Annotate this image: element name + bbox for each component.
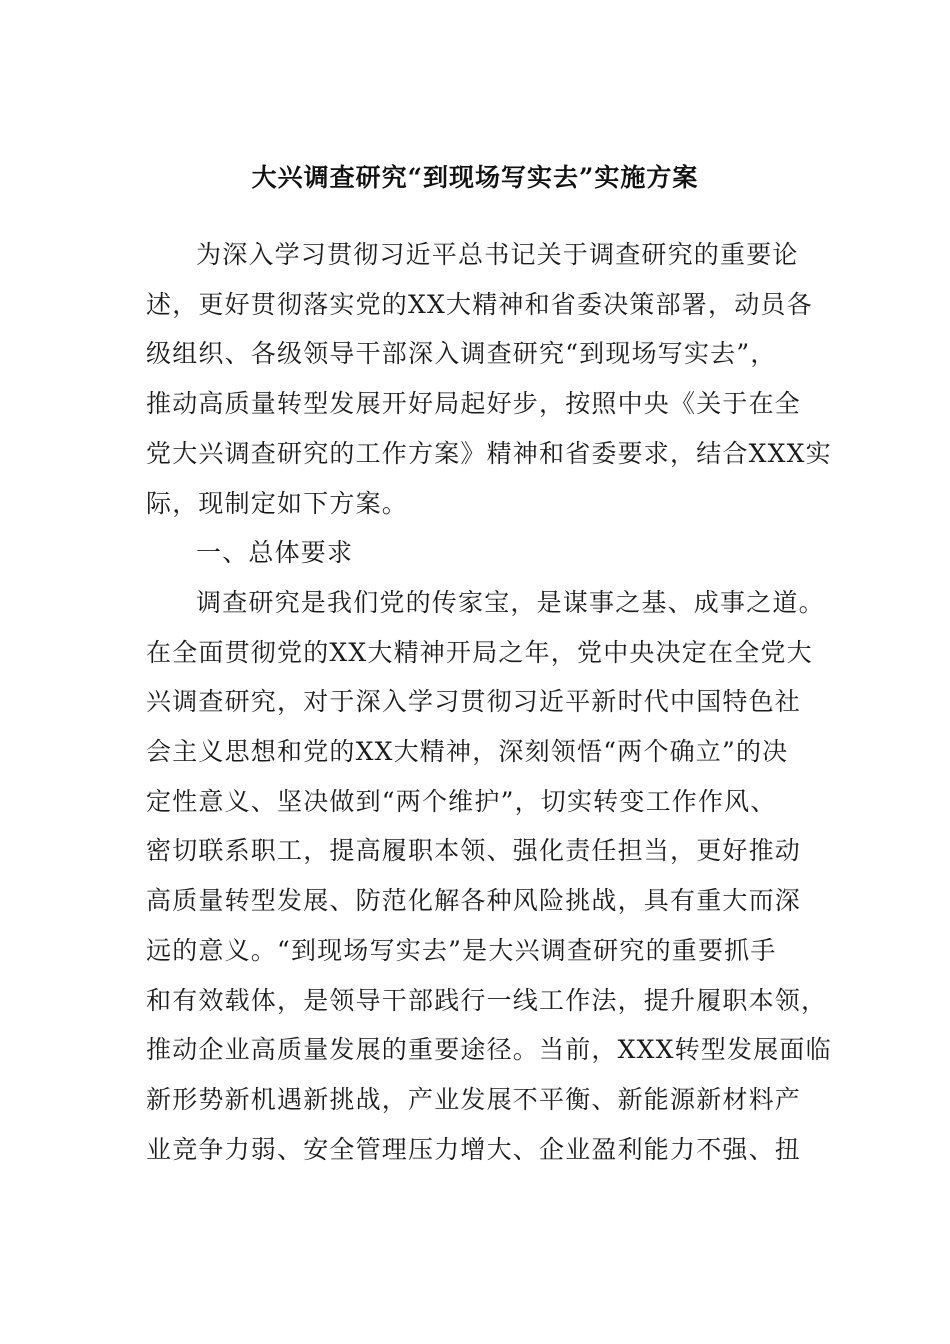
paragraph-line: 定性意义、坚决做到“两个维护”，切实转变工作作风、 xyxy=(146,786,777,816)
paragraph-line: 密切联系职工，提高履职本领、强化责任担当，更好推动 xyxy=(146,836,802,866)
paragraph-line: 在全面贯彻党的XX大精神开局之年，党中央决定在全党大 xyxy=(146,637,813,667)
intro-paragraph xyxy=(146,230,832,528)
paragraph-line: 调查研究是我们党的传家宝，是谋事之基、成事之道。 xyxy=(196,587,825,617)
paragraph-line: 高质量转型发展、防范化解各种风险挑战，具有重大而深 xyxy=(146,886,802,916)
paragraph-line: 级组织、各级领导干部深入调查研究“到现场写实去”， xyxy=(146,339,777,369)
document-title: 大兴调查研究“到现场写实去”实施方案 xyxy=(251,163,699,192)
paragraph-line: 新形势新机遇新挑战，产业发展不平衡、新能源新材料产 xyxy=(146,1084,802,1114)
paragraph-line: 远的意义。“到现场写实去”是大兴调查研究的重要抓手 xyxy=(146,935,777,965)
paragraph-line: 际，现制定如下方案。 xyxy=(146,488,409,518)
paragraph-line: 会主义思想和党的XX大精神，深刻领悟“两个确立”的决 xyxy=(146,737,789,767)
paragraph-line: 推动企业高质量发展的重要途径。当前，XXX转型发展面临 xyxy=(146,1035,832,1065)
paragraph-line: 推动高质量转型发展开好局起好步，按照中央《关于在全 xyxy=(146,389,802,419)
paragraph-line: 业竞争力弱、安全管理压力增大、企业盈利能力不强、扭 xyxy=(146,1134,802,1164)
paragraph-line: 为深入学习贯彻习近平总书记关于调查研究的重要论 xyxy=(196,240,799,269)
paragraph-line: 述，更好贯彻落实党的XX大精神和省委决策部署，动员各 xyxy=(146,289,813,319)
paragraph-line: 兴调查研究，对于深入学习贯彻习近平新时代中国特色社 xyxy=(146,687,802,717)
paragraph-line: 和有效载体，是领导干部践行一线工作法，提升履职本领， xyxy=(146,985,828,1015)
paragraph-line: 党大兴调查研究的工作方案》精神和省委要求，结合XXX实 xyxy=(146,438,832,468)
section-paragraph xyxy=(146,578,832,1174)
document-body xyxy=(146,230,832,1174)
section-heading: 一、总体要求 xyxy=(196,538,354,568)
